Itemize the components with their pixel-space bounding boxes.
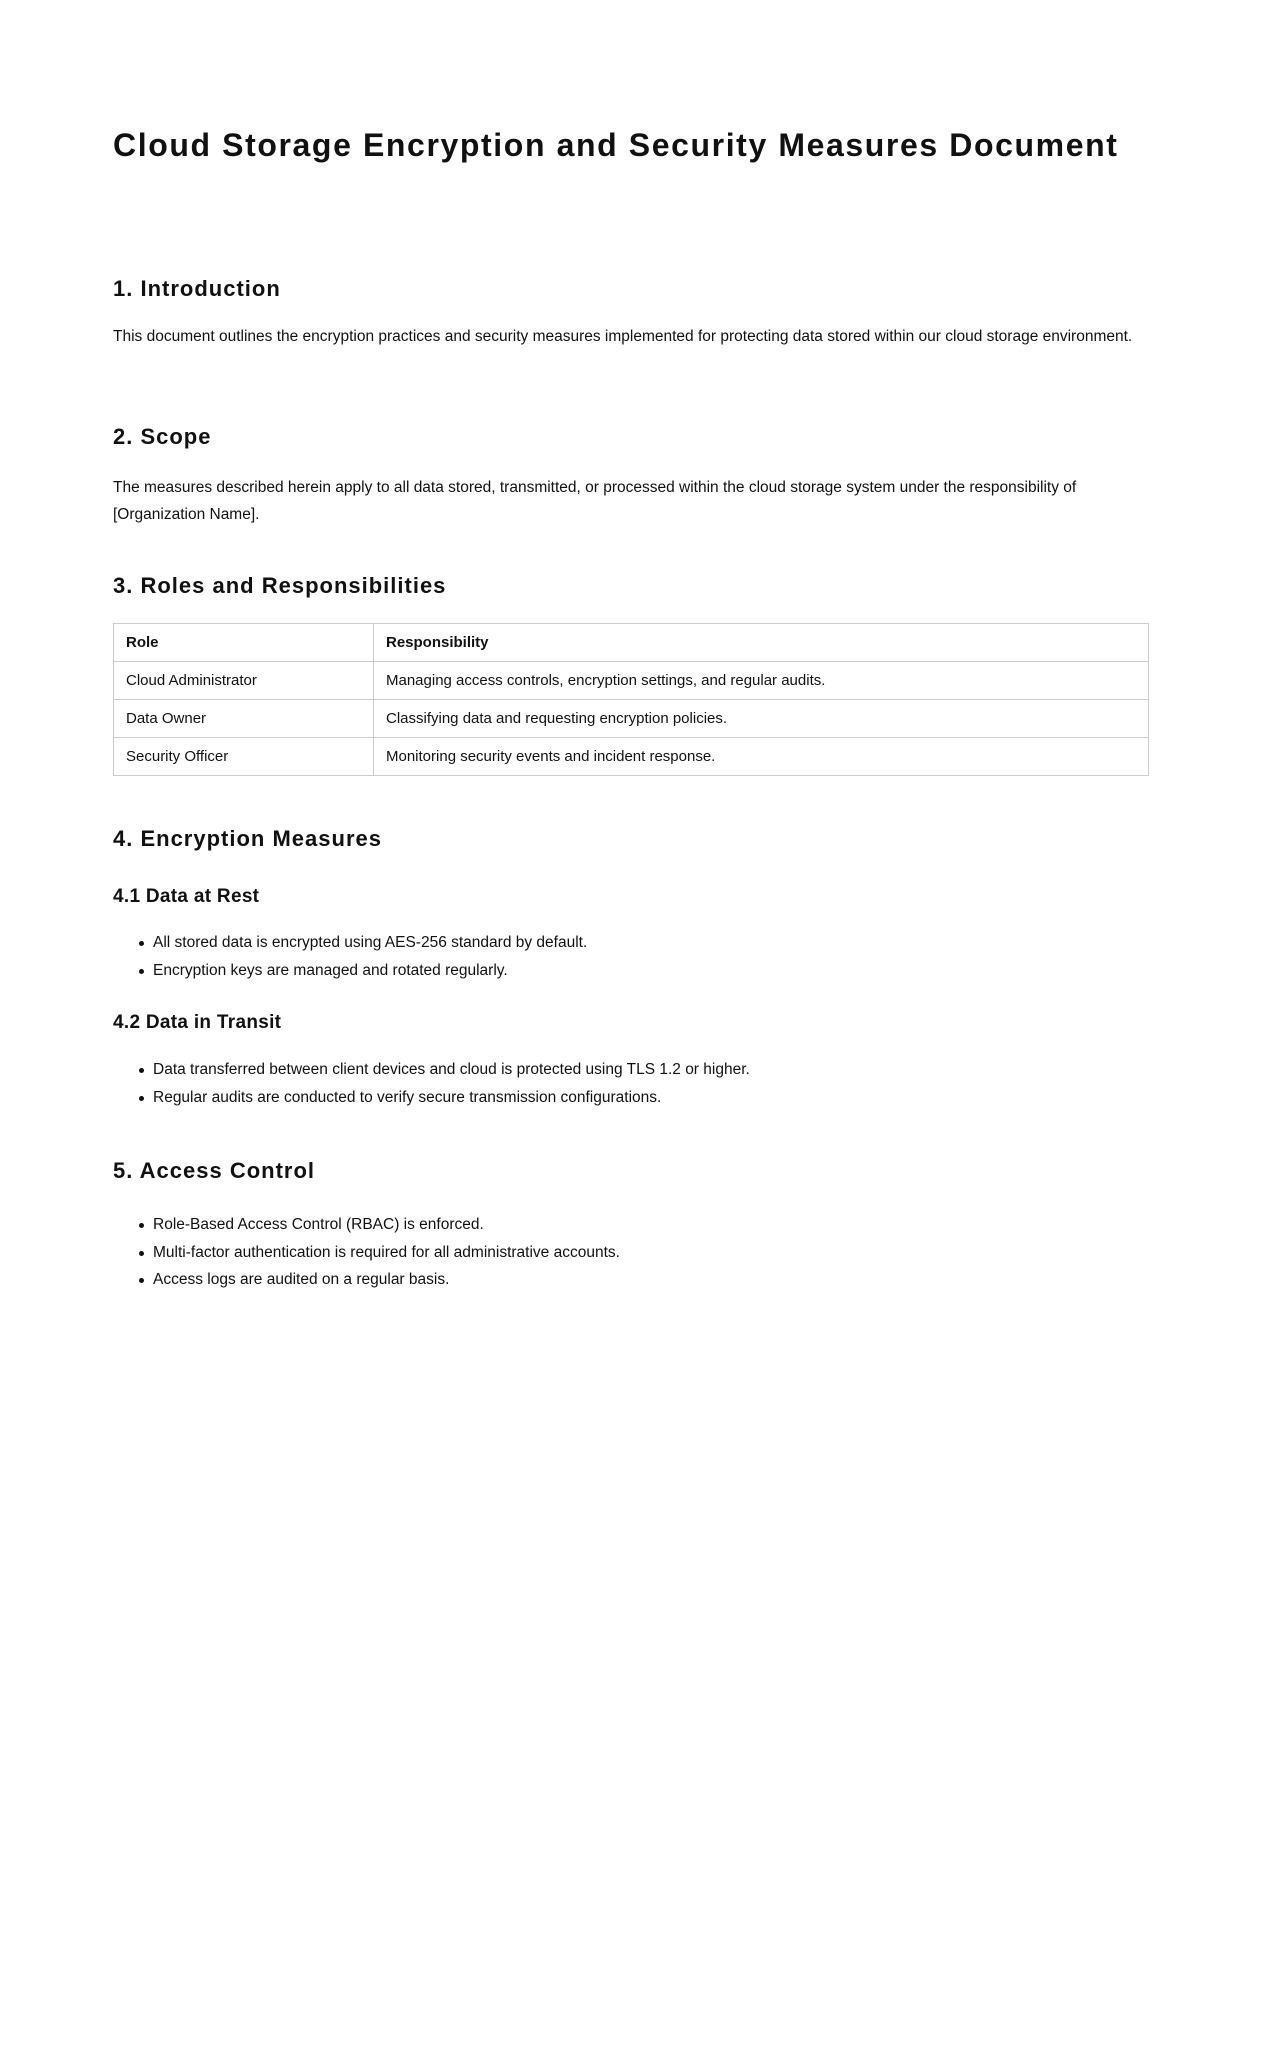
introduction-paragraph: This document outlines the encryption practices and security measures implemented for protecting data stored within our cloud storage environment. (113, 328, 1133, 345)
bullet-icon (139, 1251, 144, 1256)
list-item (113, 957, 587, 985)
list-item (113, 1211, 620, 1239)
list-item (113, 1239, 620, 1267)
list-item-text: Data transferred between client devices and cloud is protected using TLS 1.2 or higher. (153, 1061, 750, 1078)
bullet-icon (139, 1278, 144, 1283)
document-title: Cloud Storage Encryption and Security Measures Document (113, 127, 1119, 163)
subsection-heading-data-in-transit: 4.2 Data in Transit (113, 1012, 282, 1033)
column-header-responsibility: Responsibility (374, 624, 1149, 662)
roles-table (113, 623, 1149, 776)
list-item-text: All stored data is encrypted using AES-256 standard by default. (153, 934, 588, 951)
table-row (114, 738, 1149, 776)
list-item-text: Regular audits are conducted to verify secure transmission configurations. (153, 1088, 662, 1106)
table-row (114, 662, 1149, 700)
data-in-transit-list (113, 1056, 750, 1111)
list-item-text: Encryption keys are managed and rotated regularly. (153, 961, 508, 979)
scope-paragraph: The measures described herein apply to all data stored, transmitted, or processed within the cloud storage system under the responsibility of [Organization Name]. (113, 479, 1077, 523)
bullet-icon (139, 1068, 144, 1073)
responsibility-cell: Managing access controls, encryption settings, and regular audits. (374, 662, 1149, 700)
responsibility-cell: Monitoring security events and incident response. (374, 738, 1149, 776)
list-item (113, 1084, 750, 1112)
table-header-row (114, 624, 1149, 662)
access-control-list (113, 1211, 620, 1294)
bullet-icon (139, 1096, 144, 1101)
section-heading-access-control: 5. Access Control (113, 1158, 316, 1183)
bullet-icon (139, 969, 144, 974)
list-item (113, 929, 587, 957)
list-item-text: Access logs are audited on a regular basis. (153, 1271, 450, 1288)
column-header-role: Role (114, 624, 374, 662)
table-row (114, 700, 1149, 738)
subsection-heading-data-at-rest: 4.1 Data at Rest (113, 886, 260, 907)
role-cell: Cloud Administrator (114, 662, 374, 700)
list-item-text: Multi-factor authentication is required for all administrative accounts. (153, 1243, 620, 1261)
list-item-text: Role-Based Access Control (RBAC) is enforced. (153, 1216, 484, 1233)
section-heading-encryption: 4. Encryption Measures (113, 826, 382, 851)
section-heading-roles: 3. Roles and Responsibilities (113, 573, 447, 598)
section-heading-scope: 2. Scope (113, 424, 212, 449)
section-heading-introduction: 1. Introduction (113, 276, 281, 301)
list-item (113, 1056, 750, 1084)
bullet-icon (139, 1223, 144, 1228)
data-at-rest-list (113, 929, 587, 984)
responsibility-cell: Classifying data and requesting encryption policies. (374, 700, 1149, 738)
list-item (113, 1266, 620, 1294)
bullet-icon (139, 941, 144, 946)
role-cell: Security Officer (114, 738, 374, 776)
role-cell: Data Owner (114, 700, 374, 738)
